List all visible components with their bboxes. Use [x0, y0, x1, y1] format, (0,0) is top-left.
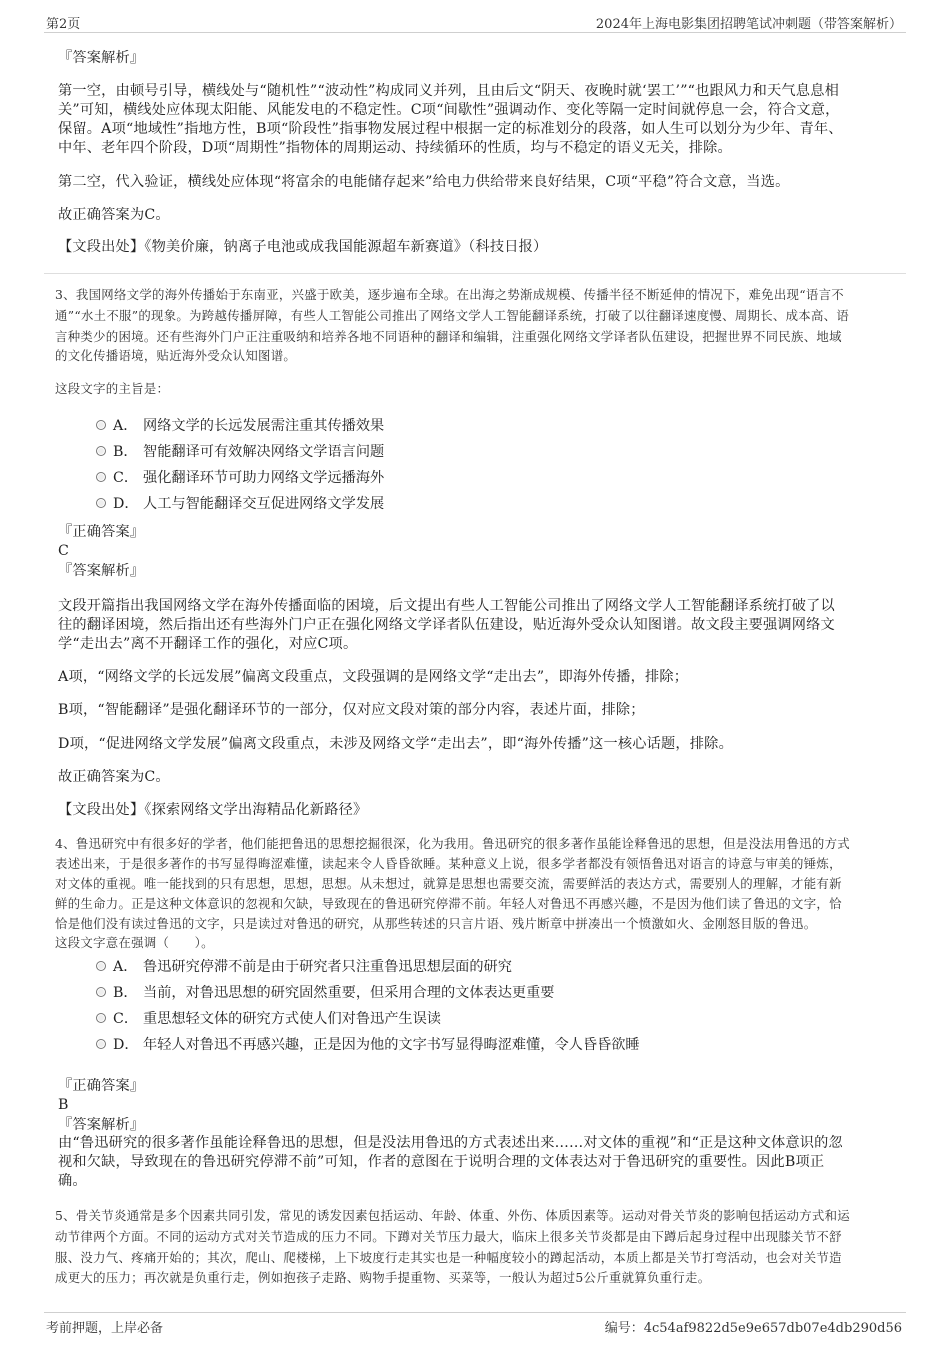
- radio-button[interactable]: [96, 987, 106, 997]
- analysis-line: 由“鲁迅研究的很多著作虽能诠释鲁迅的思想，但是没法用鲁迅的方式表述出来……对文体的重视”和“正是这种文体意识的忽: [58, 1135, 843, 1151]
- option-a-note: A项，“网络文学的长远发展”偏离文段重点，文段强调的是网络文学“走出去”，即海外传播，排除；: [58, 669, 689, 685]
- option-d-note: D项，“促进网络文学发展”偏离文段重点，未涉及网络文学“走出去”，即“海外传播”这一核心话题，排除。: [58, 736, 733, 752]
- option-a[interactable]: A． 网络文学的长远发展需注重其传播效果: [96, 416, 384, 436]
- option-b[interactable]: B． 智能翻译可有效解决网络文学语言问题: [96, 442, 384, 462]
- correct-answer: B: [58, 1097, 69, 1113]
- document-id: 编号：4c54af9822d5e9e657db07e4db290d56: [604, 1321, 902, 1336]
- analysis-line: 关”可知，横线处应体现太阳能、风能发电的不稳定性。C项“间歇性”强调动作、变化等隔一定时间就停息一会，符合文意，: [58, 102, 840, 118]
- analysis-line: 往的翻译困境，然后指出还有些海外门户正在强化网络文学译者队伍建设，贴近海外受众认知图谱。故文段主要强调网络文: [58, 617, 835, 633]
- page-number: 第2页: [46, 17, 81, 32]
- source-citation: 【文段出处】《探索网络文学出海精品化新路径》: [58, 802, 368, 818]
- question-stem-line: 鲜的生命力。正是这种文体意识的忽视和欠缺，导致现在的鲁迅研究停滞不前。年轻人对鲁迅不再感兴趣，不是因为他们读了鲁迅的文字，恰: [55, 896, 842, 911]
- correct-answer: C: [58, 543, 70, 559]
- document-title: 2024年上海电影集团招聘笔试冲刺题（带答案解析）: [595, 17, 902, 32]
- option-d[interactable]: D． 人工与智能翻译交互促进网络文学发展: [96, 494, 384, 514]
- analysis-line: 保留。A项“地域性”指地方性，B项“阶段性”指事物发展过程中根据一定的标准划分的段落，如人生可以划分为少年、青年、: [58, 121, 843, 137]
- option-b-note: B项，“智能翻译”是强化翻译环节的一部分，仅对应文段对策的部分内容，表述片面，排除；: [58, 702, 645, 718]
- analysis-line: 确。: [58, 1173, 87, 1189]
- question-stem-line: 服、没力气、疼痛开始的；其次，爬山、爬楼梯，上下坡度行走其实也是一种幅度较小的蹲起活动，本质上都是关节打弯活动，也会对关节造: [55, 1250, 842, 1265]
- analysis-label: 『答案解析』: [58, 1117, 145, 1133]
- source-citation: 【文段出处】《物美价廉，钠离子电池或成我国能源超车新赛道》（科技日报）: [58, 239, 548, 255]
- question-stem-line: 表述出来，于是很多著作的书写显得晦涩难懂，读起来令人昏昏欲睡。某种意义上说，很多学者都没有领悟鲁迅对语言的诗意与审美的锤炼，: [55, 856, 842, 871]
- radio-button[interactable]: [96, 1013, 106, 1023]
- radio-button[interactable]: [96, 961, 106, 971]
- question-stem-line: 通”“水土不服”的现象。为跨越传播屏障，有些人工智能公司推出了网络文学人工智能翻译系统，打破了以往翻译速度慢、周期长、成本高、语: [55, 308, 850, 323]
- question-stem-line: 5、骨关节炎通常是多个因素共同引发，常见的诱发因素包括运动、年龄、体重、外伤、体质因素等。运动对骨关节炎的影响包括运动方式和运: [55, 1208, 851, 1223]
- radio-button[interactable]: [96, 472, 106, 482]
- footer-slogan: 考前押题，上岸必备: [46, 1321, 164, 1336]
- option-c[interactable]: C． 强化翻译环节可助力网络文学远播海外: [96, 468, 384, 488]
- question-prompt: 这段文字的主旨是：: [55, 381, 170, 396]
- analysis-label: 『答案解析』: [58, 50, 145, 66]
- page-footer: [44, 1312, 906, 1336]
- question-stem-line: 3、我国网络文学的海外传播始于东南亚，兴盛于欧美，逐步遍布全球。在出海之势渐成规模、传播半径不断延伸的情况下，难免出现“语言不: [55, 287, 844, 302]
- radio-button[interactable]: [96, 1039, 106, 1049]
- analysis-line: 文段开篇指出我国网络文学在海外传播面临的困境，后文提出有些人工智能公司推出了网络文学人工智能翻译系统打破了以: [58, 598, 835, 614]
- page-header: [44, 10, 906, 33]
- option-d[interactable]: D． 年轻人对鲁迅不再感兴趣，正是因为他的文字书写显得晦涩难懂，令人昏昏欲睡: [96, 1035, 640, 1055]
- question-stem-line: 成更大的压力；再次就是负重行走，例如抱孩子走路、购物手提重物、买菜等，一般认为超过5公斤重就算负重行走。: [55, 1270, 711, 1285]
- analysis-line: 中年、老年四个阶段，D项“周期性”指物体的周期运动、持续循环的性质，均与不稳定的语义无关，排除。: [58, 140, 732, 156]
- question-stem-line: 动节律两个方面。不同的运动方式对关节造成的压力不同。下蹲对关节压力最大，临床上很多关节炎都是由下蹲后起身过程中出现膝关节不舒: [55, 1229, 842, 1244]
- radio-button[interactable]: [96, 498, 106, 508]
- analysis-label: 『答案解析』: [58, 563, 145, 579]
- question-prompt: 这段文字意在强调（ ）。: [55, 935, 214, 950]
- analysis-line: 学“走出去”离不开翻译工作的强化，对应C项。: [58, 636, 358, 652]
- question-stem-line: 恰是他们没有读过鲁迅的文字，只是读过对鲁迅的研究，从那些转述的只言片语、残片断章中拼凑出一个愤激如火、金刚怒目版的鲁迅。: [55, 916, 817, 931]
- answer-conclusion: 故正确答案为C。: [58, 769, 170, 785]
- question-stem-line: 的文化传播语境，贴近海外受众认知图谱。: [55, 348, 297, 363]
- option-a[interactable]: A． 鲁迅研究停滞不前是由于研究者只注重鲁迅思想层面的研究: [96, 957, 512, 977]
- answer-label: 『正确答案』: [58, 524, 145, 540]
- answer-label: 『正确答案』: [58, 1078, 145, 1094]
- analysis-line: 视和欠缺，导致现在的鲁迅研究停滞不前”可知，作者的意图在于说明合理的文体表达对于鲁迅研究的重要性。因此B项正: [58, 1154, 825, 1170]
- option-c[interactable]: C． 重思想轻文体的研究方式使人们对鲁迅产生误读: [96, 1009, 441, 1029]
- option-b[interactable]: B． 当前，对鲁迅思想的研究固然重要，但采用合理的文体表达更重要: [96, 983, 554, 1003]
- question-stem-line: 言种类少的困境。还有些海外门户正注重吸纳和培养各地不同语种的翻译和编辑，注重强化网络文学译者队伍建设，把握世界不同民族、地域: [55, 329, 842, 344]
- analysis-paragraph: 第二空，代入验证，横线处应体现“将富余的电能储存起来”给电力供给带来良好结果，C项“平稳”符合文意，当选。: [58, 174, 790, 190]
- radio-button[interactable]: [96, 420, 106, 430]
- divider: [44, 273, 906, 274]
- radio-button[interactable]: [96, 446, 106, 456]
- question-stem-line: 4、鲁迅研究中有很多好的学者，他们能把鲁迅的思想挖掘很深，化为我用。鲁迅研究的很多著作虽能诠释鲁迅的思想，但是没法用鲁迅的方式: [55, 836, 851, 851]
- question-stem-line: 对文体的重视。唯一能找到的只有思想，思想，思想。从未想过，就算是思想也需要交流，需要鲜活的表达方式，需要别人的理解，才能有新: [55, 876, 842, 891]
- analysis-line: 第一空，由顿号引导，横线处与“随机性”“波动性”构成同义并列，且由后文“阴天、夜晚时就‘罢工’”“也跟风力和天气息息相: [58, 83, 839, 99]
- answer-conclusion: 故正确答案为C。: [58, 207, 170, 223]
